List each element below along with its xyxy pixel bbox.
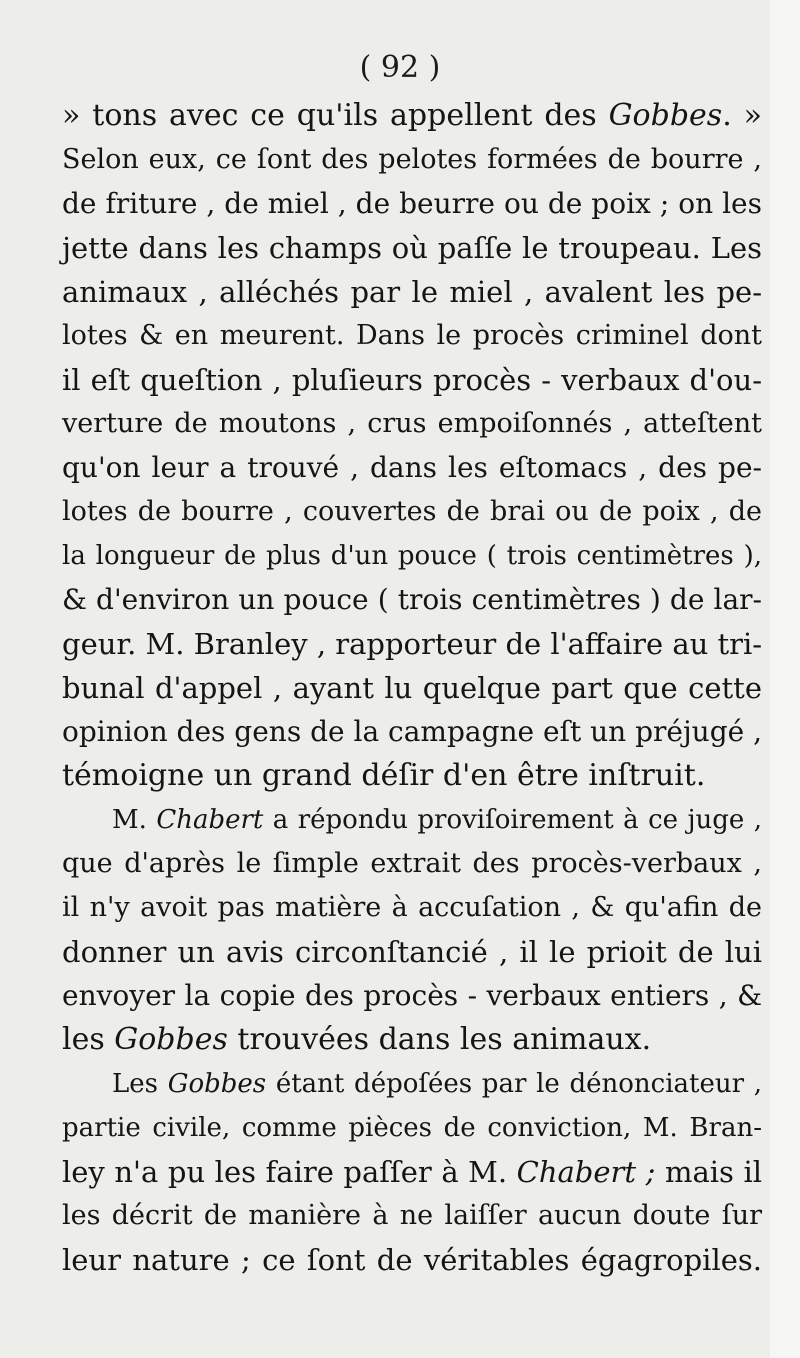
text-line: verture de moutons , crus empoiſonnés , atteſtent [62,408,762,439]
text-line: geur. M. Branley , rapporteur de l'affaire au tri- [62,627,763,661]
text-line: envoyer la copie des procès - verbaux entiers , & [62,979,762,1012]
text-line-paragraph-end: témoigne un grand déſir d'en être inſtruit. [62,758,706,793]
text-line: Selon eux, ce ſont des pelotes formées de bourre , [62,144,762,175]
text-line: » tons avec ce qu'ils appellent des Gobbes. » [62,98,762,133]
text-line: que d'après le ſimple extrait des procès-verbaux , [62,848,762,879]
text-line-paragraph-start: M. Chabert a répondu proviſoirement à ce juge , [112,805,762,835]
page-number: ( 92 ) [359,50,441,85]
text-line: & d'environ un pouce ( trois centimètres ) de lar- [62,583,762,616]
text-line: jette dans les champs où paſſe le troupeau. Les [62,231,762,265]
text-line: les décrit de manière à ne laiſſer aucun doute ſur [62,1200,762,1231]
text-line: opinion des gens de la campagne eſt un préjugé , [62,715,762,748]
text-line: qu'on leur a trouvé , dans les eſtomacs , des pe- [62,451,762,484]
text-line: animaux , alléchés par le miel , avalent les pe- [62,275,762,309]
text-line: de friture , de miel , de beurre ou de poix ; on les [62,187,762,220]
text-line: partie civile, comme pièces de conviction, M. Bran- [62,1113,762,1143]
text-line: lotes de bourre , couvertes de brai ou de poix , de [62,496,762,527]
text-line: il n'y avoit pas matière à accuſation , & qu'afin de [62,892,762,923]
text-line: leur nature ; ce ſont de véritables égagropiles. [62,1243,762,1277]
text-line: il eſt queſtion , pluſieurs procès - verbaux d'ou- [62,363,762,397]
text-line: la longueur de plus d'un pouce ( trois centimètres ), [62,541,762,571]
page-edge [770,0,800,1358]
text-line-paragraph-end: les Gobbes trouvées dans les animaux. [62,1022,652,1057]
text-line: bunal d'appel , ayant lu quelque part que cette [62,671,762,705]
text-line-paragraph-start: Les Gobbes étant dépoſées par le dénonciateur , [112,1069,762,1099]
text-line: ley n'a pu les faire paſſer à M. Chabert ; mais il [62,1155,763,1189]
text-line: lotes & en meurent. Dans le procès criminel dont [62,320,762,351]
text-line: donner un avis circonſtancié , il le prioit de lui [62,935,762,969]
